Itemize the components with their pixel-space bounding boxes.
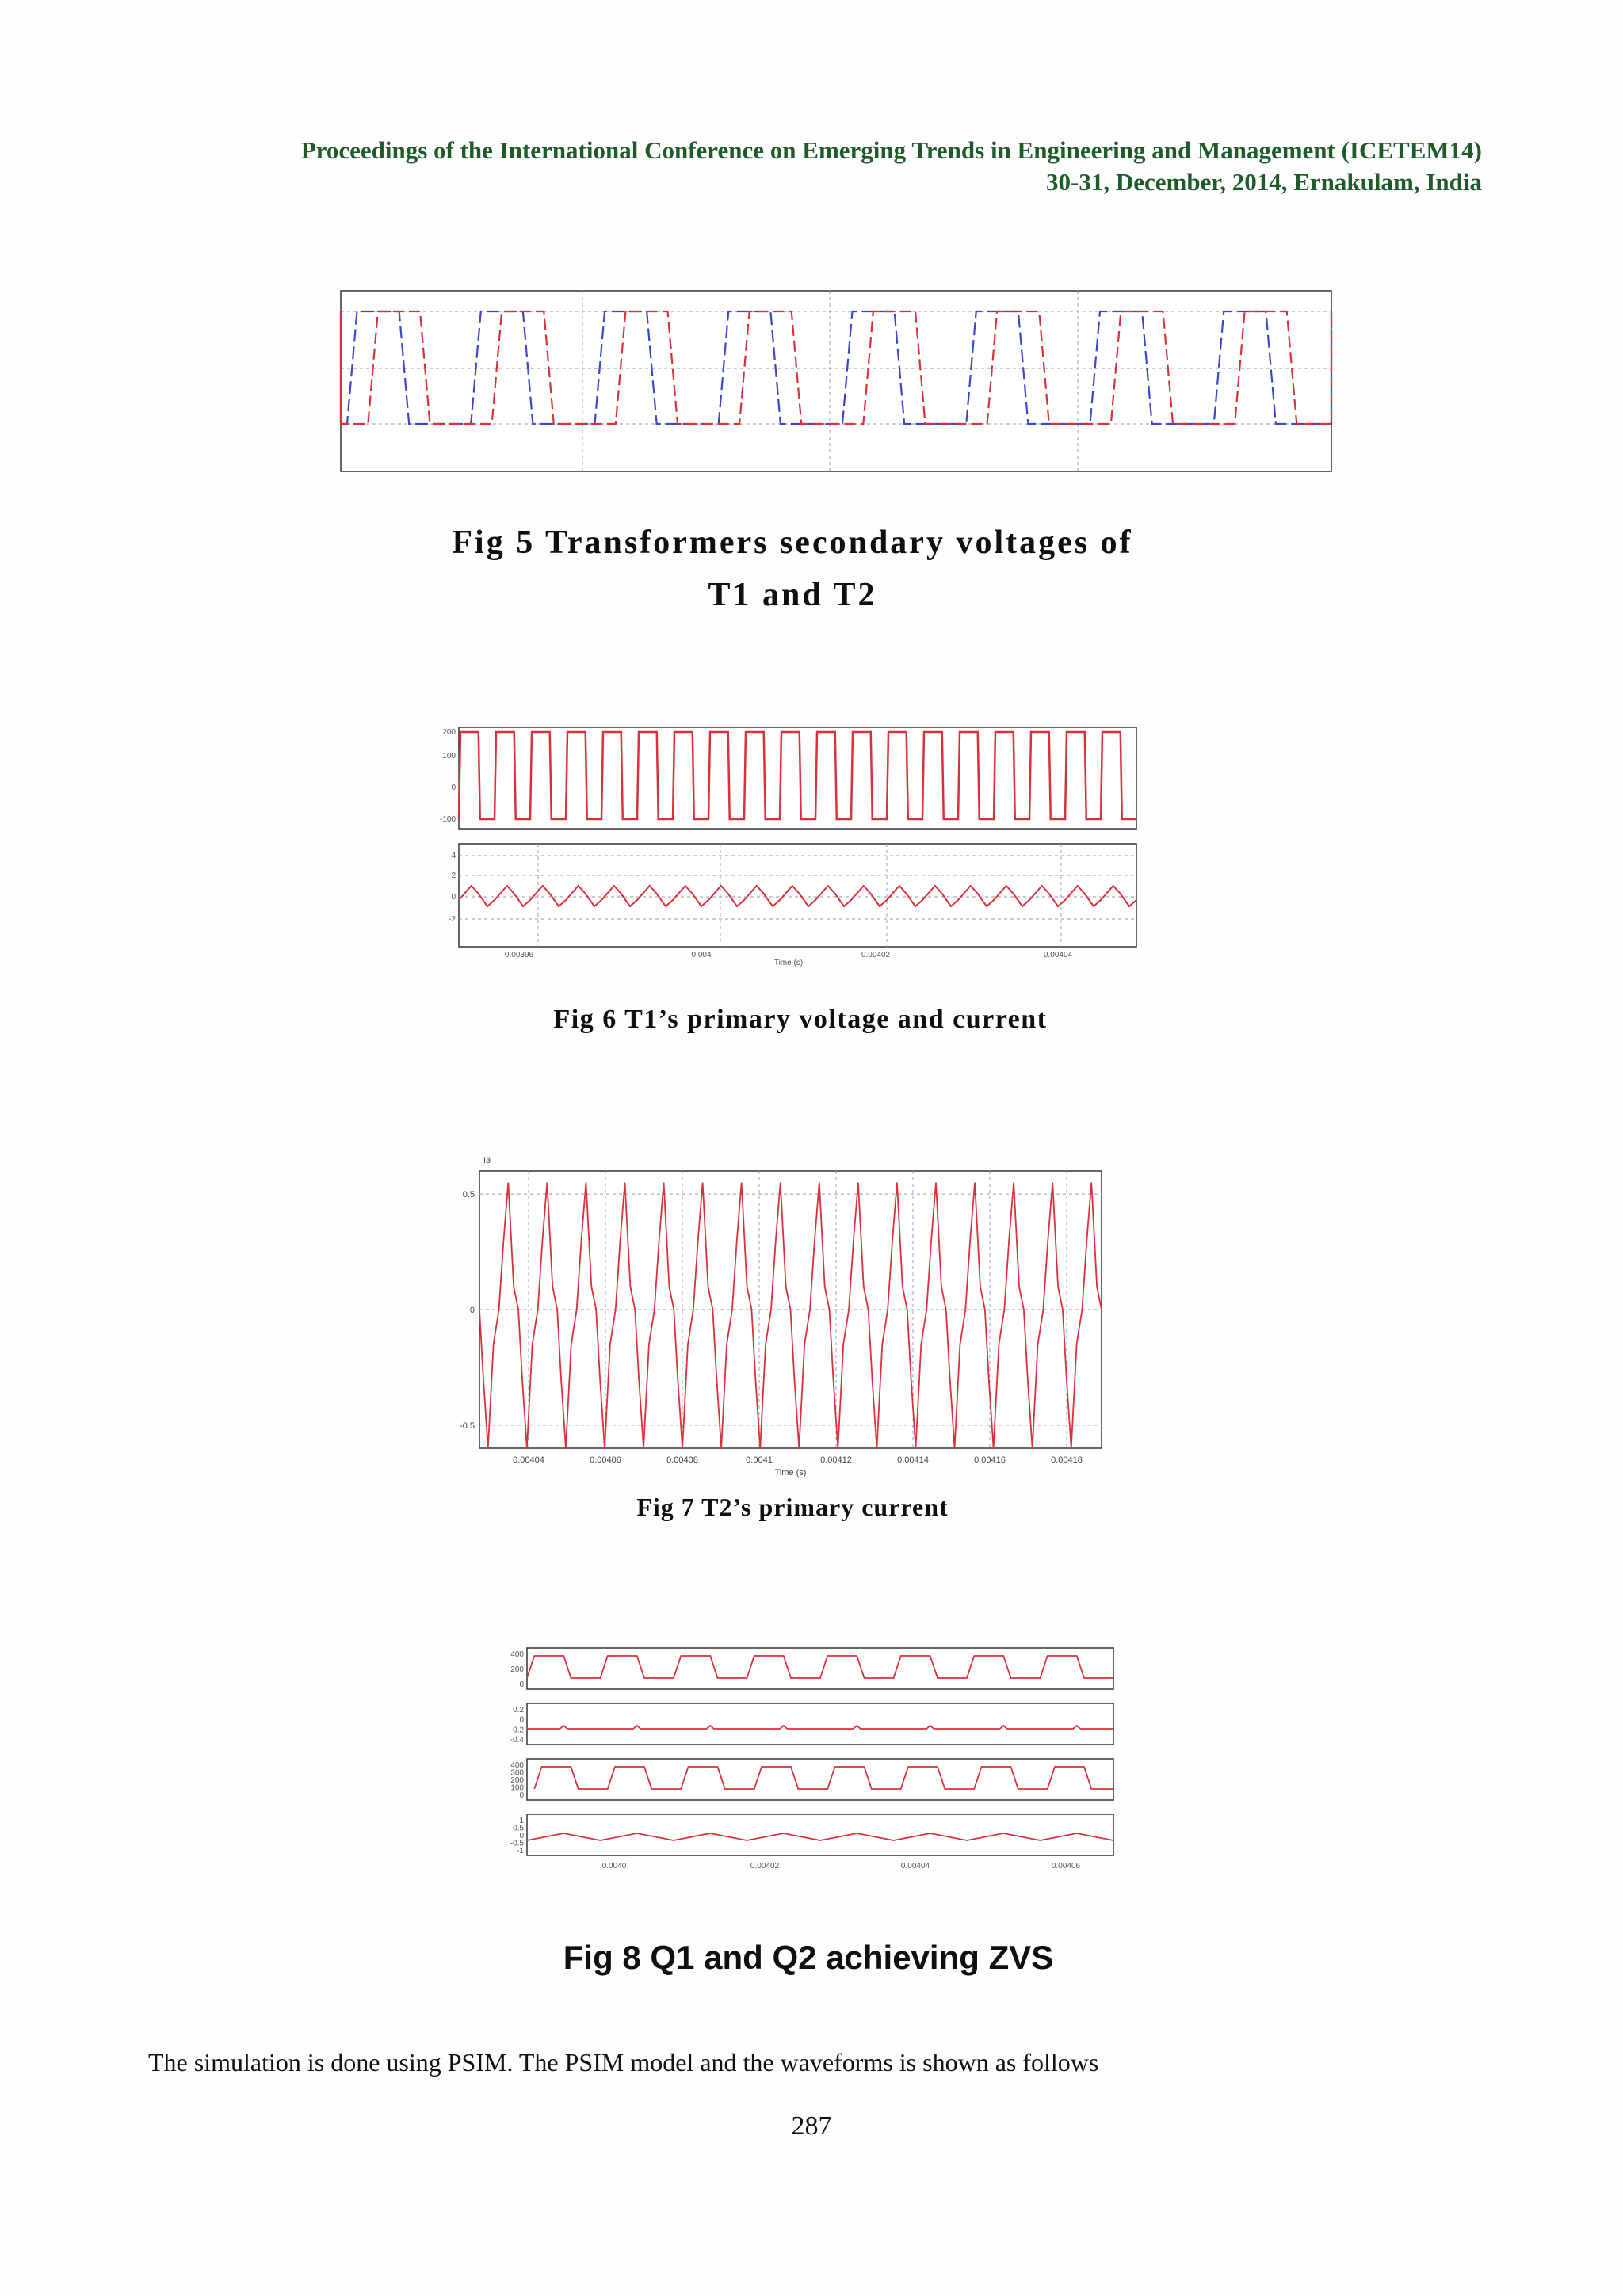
fig8-ytick-3-1: 300: [510, 1768, 524, 1778]
fig7-xtick-7: 0.00418: [1051, 1455, 1083, 1465]
fig8-ytick-1-0: 400: [510, 1650, 524, 1659]
fig7-chart: [452, 1149, 1109, 1482]
fig8-ytick-3-2: 200: [510, 1776, 524, 1785]
fig7-xtick-1: 0.00406: [590, 1455, 621, 1465]
fig8-ytick-3-0: 400: [510, 1761, 524, 1770]
fig8-ytick-3-4: 0: [519, 1791, 524, 1800]
fig7-xtick-4: 0.00412: [820, 1455, 852, 1465]
fig8-ytick-4-4: -1: [517, 1847, 524, 1855]
fig6-ytick-i-2: 0: [451, 893, 456, 902]
fig6-xlabel: Time (s): [773, 959, 804, 967]
conference-header: [151, 135, 1482, 198]
fig6-ytick-v-0: 200: [442, 728, 456, 737]
fig7-xtick-3: 0.0041: [746, 1455, 773, 1465]
fig7-xtick-0: 0.00404: [513, 1455, 544, 1465]
fig8-ytick-4-2: 0: [519, 1832, 524, 1840]
fig7-ytick-1: 0: [469, 1306, 475, 1315]
fig6-xtick-1: 0.004: [691, 951, 712, 959]
fig6-ytick-i-3: -2: [449, 915, 456, 924]
fig8-panel-1: [527, 1648, 1113, 1689]
fig6-ytick-v-1: 100: [442, 752, 456, 761]
fig8-ytick-2-2: -0.2: [510, 1726, 524, 1735]
fig8-xtick-0: 0.0040: [601, 1862, 627, 1871]
fig6-chart: [440, 721, 1145, 967]
header-line-1: Proceedings of the International Conference on Emerging Trends in Engineering and Management (ICETEM14): [300, 136, 1482, 164]
fig8-ytick-4-3: -0.5: [510, 1839, 524, 1848]
fig8-caption: Fig 8 Q1 and Q2 achieving ZVS: [563, 1939, 1054, 1976]
fig6-ytick-v-2: 0: [451, 784, 456, 792]
fig8-ytick-2-0: 0.2: [513, 1706, 524, 1714]
fig7-ytick-0: 0.5: [462, 1190, 475, 1200]
fig7-xtick-6: 0.00416: [974, 1455, 1006, 1465]
fig5-caption-line-1: Fig 5 Transformers secondary voltages of: [452, 524, 1133, 561]
fig8-panel-4: [527, 1814, 1113, 1855]
fig8-ytick-2-1: 0: [519, 1715, 524, 1725]
fig6-xtick-3: 0.00404: [1043, 951, 1073, 959]
header-line-2: 30-31, December, 2014, Ernakulam, India: [1046, 168, 1482, 196]
fig5-plot-area: [341, 291, 1331, 471]
fig8-ytick-1-2: 0: [519, 1680, 524, 1689]
fig6-caption: Fig 6 T1’s primary voltage and current: [553, 1005, 1048, 1034]
fig7-xlabel: Time (s): [774, 1468, 807, 1478]
fig8-ytick-1-1: 200: [510, 1665, 524, 1674]
fig7-xtick-5: 0.00414: [897, 1455, 929, 1465]
fig7-ytick-2: -0.5: [460, 1421, 475, 1431]
fig6-panel-voltage: [459, 727, 1136, 829]
fig8-xtick-3: 0.00406: [1051, 1862, 1081, 1871]
fig6-panel-current: [459, 844, 1136, 947]
fig8-ytick-2-3: -0.4: [510, 1736, 524, 1745]
fig7-xtick-2: 0.00408: [666, 1455, 698, 1465]
fig6-ytick-v-3: -100: [440, 815, 456, 824]
fig8-ytick-4-1: 0.5: [513, 1824, 524, 1833]
fig8-ytick-4-0: 1: [519, 1817, 524, 1825]
page-number: 287: [791, 2111, 832, 2141]
fig5-caption: [238, 517, 1347, 621]
fig6-xtick-2: 0.00402: [861, 951, 891, 959]
fig5-chart: [333, 281, 1339, 487]
fig6-ytick-i-0: 4: [451, 852, 456, 860]
body-paragraph: The simulation is done using PSIM. The PSIM model and the waveforms is shown as follows: [148, 2048, 1099, 2077]
fig8-ytick-3-3: 100: [510, 1783, 524, 1793]
fig8-panel-2: [527, 1703, 1113, 1745]
fig5-caption-line-2: T1 and T2: [708, 577, 877, 613]
fig6-ytick-i-1: 2: [451, 871, 456, 880]
fig8-panel-3: [527, 1759, 1113, 1800]
fig8-xtick-1: 0.00402: [750, 1862, 780, 1871]
fig8-chart: [487, 1632, 1121, 1878]
fig6-xtick-0: 0.00396: [504, 951, 534, 959]
fig7-caption: Fig 7 T2’s primary current: [636, 1493, 949, 1521]
fig7-legend-label: I3: [483, 1156, 491, 1165]
fig8-xtick-2: 0.00404: [900, 1862, 930, 1871]
